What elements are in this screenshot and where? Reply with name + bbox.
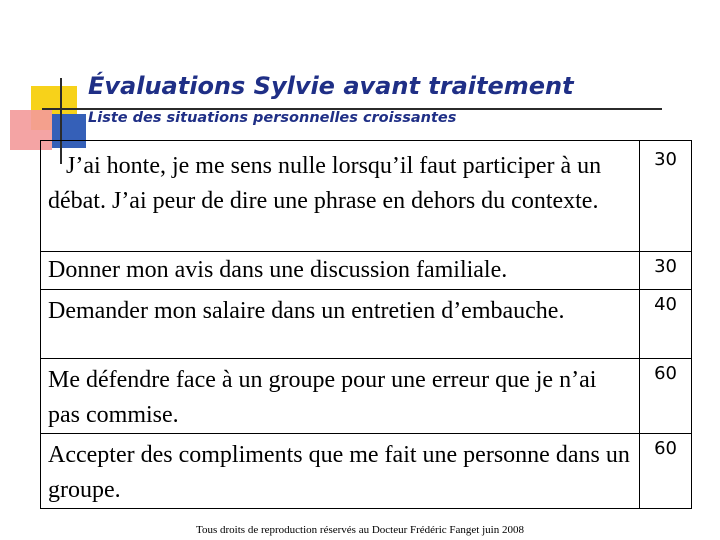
- score-cell: 60: [640, 434, 692, 509]
- table-row: [41, 252, 692, 290]
- copyright-footer: Tous droits de reproduction réservés au Docteur Frédéric Fanget juin 2008: [196, 524, 524, 536]
- situation-cell: Accepter des compliments que me fait une personne dans un groupe.: [41, 434, 640, 509]
- situation-cell: J’ai honte, je me sens nulle lorsqu’il faut participer à un débat. J’ai peur de dire une phrase en dehors du contexte.: [41, 141, 640, 252]
- situation-cell: Donner mon avis dans une discussion familiale.: [41, 252, 640, 290]
- slide-subtitle: Liste des situations personnelles croissantes: [88, 110, 457, 126]
- score-cell: 60: [640, 359, 692, 434]
- table-row: [41, 359, 692, 434]
- score-cell: 40: [640, 290, 692, 359]
- table-row: [41, 290, 692, 359]
- table-row: [41, 434, 692, 509]
- score-cell: 30: [640, 141, 692, 252]
- score-cell: 30: [640, 252, 692, 290]
- situation-cell: Me défendre face à un groupe pour une erreur que je n’ai pas commise.: [41, 359, 640, 434]
- situations-table: [40, 140, 692, 509]
- slide-title: Évaluations Sylvie avant traitement: [88, 72, 574, 100]
- table-row: [41, 141, 692, 252]
- situation-cell: Demander mon salaire dans un entretien d’embauche.: [41, 290, 640, 359]
